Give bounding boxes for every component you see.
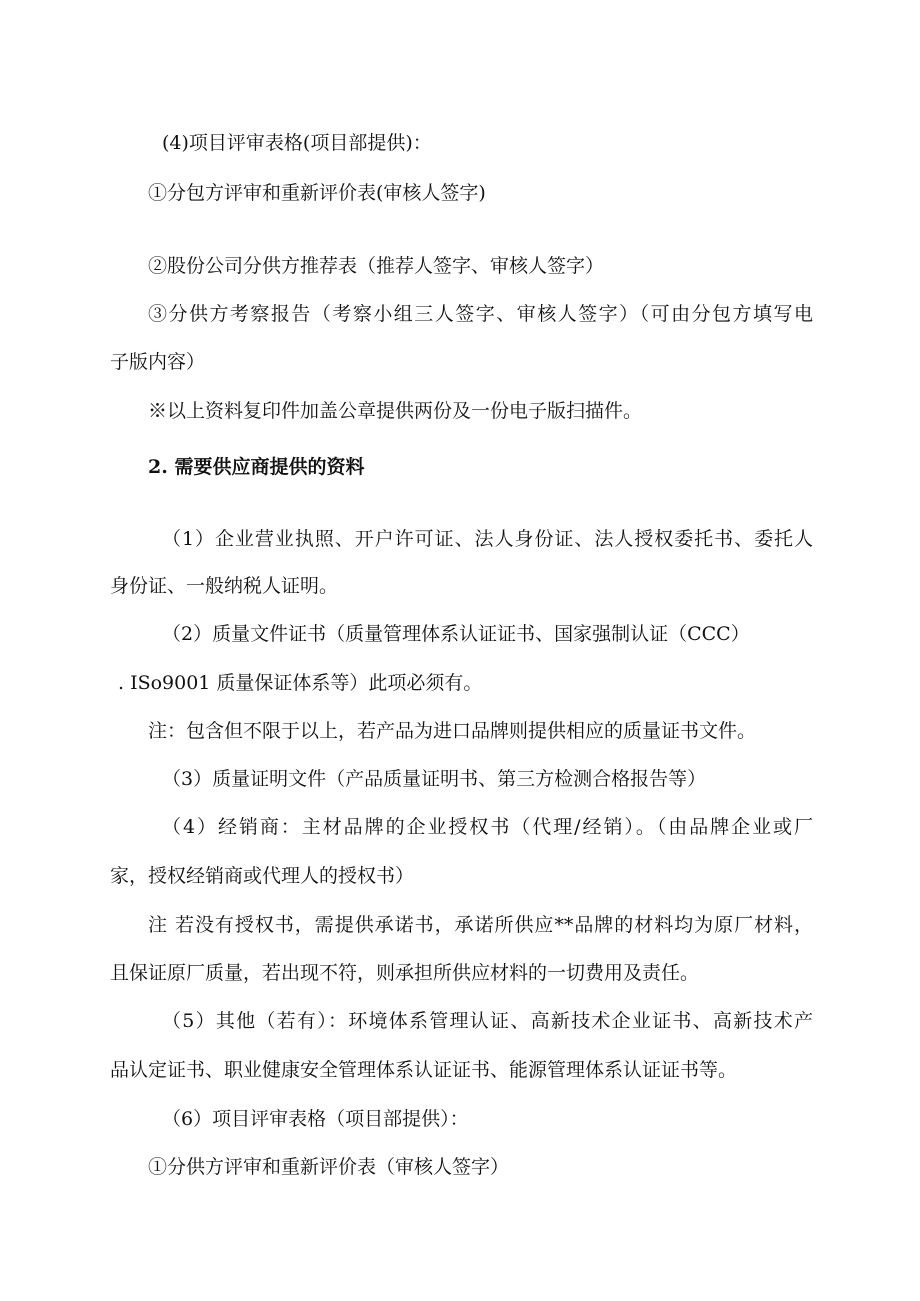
item-3-quality-proof: （3）质量证明文件（产品质量证明书、第三方检测合格报告等） — [162, 768, 707, 790]
item-subcontractor-evaluation: ①分包方评审和重新评价表(审核人签字) — [148, 182, 486, 204]
item-6-subcontractor-evaluation: ①分供方评审和重新评价表（审核人签字） — [148, 1156, 510, 1178]
item-supplier-inspection-report: ③分供方考察报告（考察小组三人签字、审核人签字）（可由分包方填写电 — [148, 303, 813, 325]
item-supplier-recommendation: ②股份公司分供方推荐表（推荐人签字、审核人签字） — [148, 255, 605, 277]
item-2-quality-certificates-cont: . ISo9001 质量保证体系等）此项必须有。 — [118, 672, 483, 694]
note-import-brand: 注：包含但不限于以上，若产品为进口品牌则提供相应的质量证书文件。 — [148, 720, 757, 742]
section-2-heading: 2. 需要供应商提供的资料 — [148, 456, 365, 478]
item-6-project-review-forms: （6）项目评审表格（项目部提供）： — [162, 1108, 469, 1130]
item-5-other-certificates-cont: 品认定证书、职业健康安全管理体系认证证书、能源管理体系认证证书等。 — [110, 1059, 738, 1081]
section-4-heading: (4)项目评审表格(项目部提供)： — [162, 132, 432, 154]
item-4-dealer-authorization: （4）经销商：主材品牌的企业授权书（代理/经销）。（由品牌企业或厂 — [162, 816, 813, 838]
note-commitment-letter-cont: 且保证原厂质量，若出现不符，则承担所供应材料的一切费用及责任。 — [110, 962, 700, 984]
item-1-business-license-cont: 身份证、一般纳税人证明。 — [110, 575, 339, 597]
item-5-other-certificates: （5）其他（若有）：环境体系管理认证、高新技术企业证书、高新技术产 — [162, 1010, 813, 1032]
item-2-quality-certificates: （2）质量文件证书（质量管理体系认证证书、国家强制认证（CCC） — [162, 623, 750, 645]
item-1-business-license: （1）企业营业执照、开户许可证、法人身份证、法人授权委托书、委托人 — [162, 528, 813, 550]
item-supplier-inspection-report-cont: 子版内容） — [110, 351, 206, 373]
note-commitment-letter: 注 若没有授权书，需提供承诺书，承诺所供应**品牌的材料均为原厂材料， — [148, 914, 813, 936]
item-4-dealer-authorization-cont: 家，授权经销商或代理人的授权书） — [110, 865, 415, 887]
copies-note: ※以上资料复印件加盖公章提供两份及一份电子版扫描件。 — [148, 400, 643, 422]
